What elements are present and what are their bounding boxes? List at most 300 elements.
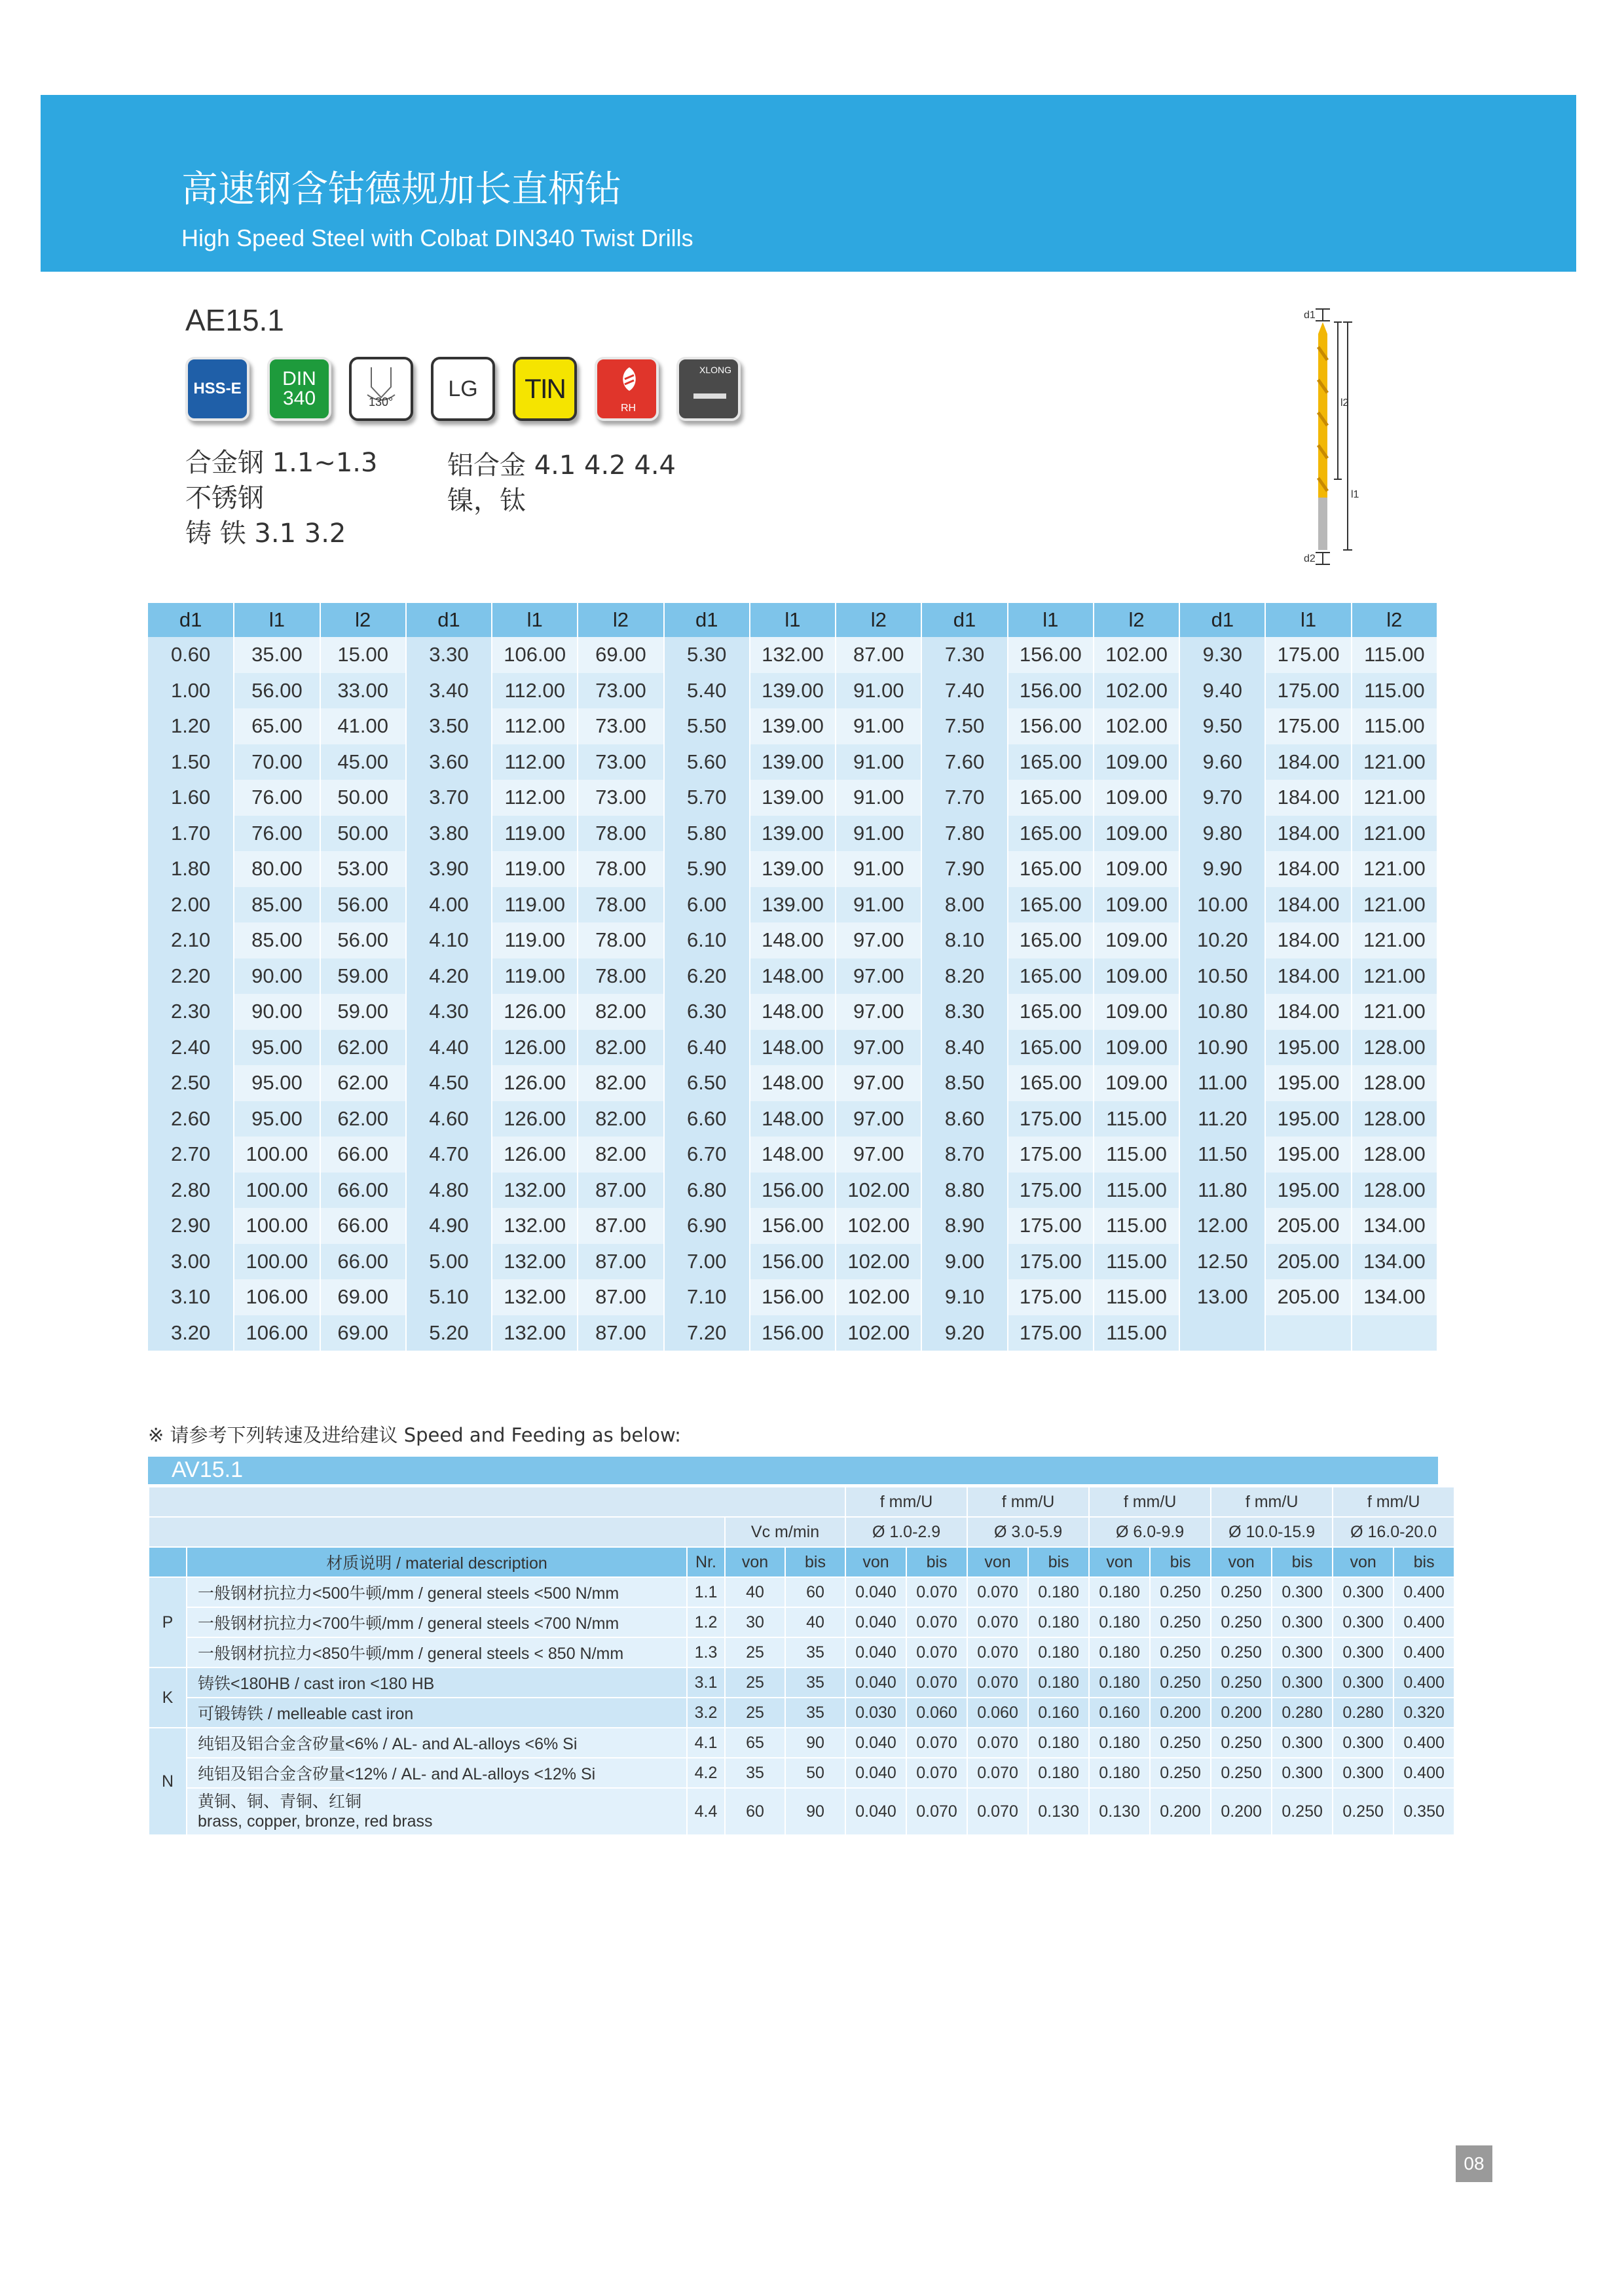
von-header: von bbox=[1333, 1547, 1393, 1577]
table-cell: 121.00 bbox=[1352, 780, 1437, 816]
label-d1: d1 bbox=[1304, 310, 1316, 321]
material-nr: 3.1 bbox=[687, 1667, 725, 1698]
feed-value: 0.300 bbox=[1333, 1607, 1393, 1637]
table-row bbox=[148, 994, 1437, 1030]
table-cell: 128.00 bbox=[1352, 1173, 1437, 1209]
table-cell: 6.60 bbox=[664, 1101, 750, 1137]
table-cell: 195.00 bbox=[1265, 1137, 1351, 1173]
table-cell: 109.00 bbox=[1094, 851, 1179, 887]
table-cell: 175.00 bbox=[1008, 1244, 1094, 1280]
speed-row bbox=[149, 1577, 1454, 1607]
vc-value: 40 bbox=[785, 1607, 845, 1637]
table-cell: 50.00 bbox=[320, 780, 406, 816]
table-cell: 165.00 bbox=[1008, 958, 1094, 994]
material-nr: 1.1 bbox=[687, 1577, 725, 1607]
table-cell: 175.00 bbox=[1008, 1173, 1094, 1209]
blank-header bbox=[149, 1517, 725, 1547]
table-cell: 56.00 bbox=[234, 673, 320, 709]
feed-value: 0.070 bbox=[967, 1758, 1028, 1788]
dimension-table-header bbox=[148, 603, 1437, 637]
table-cell: 56.00 bbox=[320, 922, 406, 958]
header-band bbox=[41, 95, 1576, 272]
table-cell: 90.00 bbox=[234, 994, 320, 1030]
speed-row bbox=[149, 1667, 1454, 1698]
feed-label: f mm/U bbox=[1089, 1487, 1211, 1517]
table-cell: 134.00 bbox=[1352, 1208, 1437, 1244]
tin-coating-icon: TIN bbox=[513, 357, 577, 421]
table-cell: 13.00 bbox=[1179, 1279, 1265, 1315]
feed-value: 0.040 bbox=[845, 1637, 906, 1667]
table-cell: 109.00 bbox=[1094, 1030, 1179, 1066]
material-description-text: 一般钢材抗拉力<700牛顿/mm / general steels <700 N/mm bbox=[198, 1614, 619, 1633]
table-cell: 109.00 bbox=[1094, 744, 1179, 780]
table-cell: 184.00 bbox=[1265, 851, 1351, 887]
column-header-l1: l1 bbox=[1265, 603, 1351, 637]
table-cell: 7.20 bbox=[664, 1315, 750, 1351]
table-cell: 148.00 bbox=[750, 958, 836, 994]
table-cell: 97.00 bbox=[836, 1101, 921, 1137]
material-description bbox=[187, 1698, 687, 1728]
feed-value: 0.400 bbox=[1393, 1637, 1454, 1667]
table-row bbox=[148, 1137, 1437, 1173]
material-cast-iron: 铸 铁 3.1 3.2 bbox=[185, 519, 346, 549]
table-cell: 132.00 bbox=[492, 1244, 578, 1280]
table-cell: 5.20 bbox=[406, 1315, 492, 1351]
material-description-text-en: brass, copper, bronze, red brass bbox=[198, 1812, 433, 1831]
table-row bbox=[148, 708, 1437, 744]
table-cell: 62.00 bbox=[320, 1065, 406, 1101]
vc-value: 35 bbox=[785, 1637, 845, 1667]
material-description bbox=[187, 1607, 687, 1637]
diameter-range: Ø 6.0-9.9 bbox=[1089, 1517, 1211, 1547]
table-cell: 87.00 bbox=[578, 1279, 663, 1315]
blank-header bbox=[149, 1547, 187, 1577]
table-cell: 205.00 bbox=[1265, 1279, 1351, 1315]
feed-value: 0.250 bbox=[1211, 1667, 1272, 1698]
column-header-d1: d1 bbox=[406, 603, 492, 637]
vc-value: 60 bbox=[725, 1788, 785, 1835]
table-cell: 139.00 bbox=[750, 708, 836, 744]
lg-icon: LG bbox=[431, 357, 495, 421]
table-cell: 102.00 bbox=[836, 1244, 921, 1280]
nr-header: Nr. bbox=[687, 1547, 725, 1577]
feed-value: 0.130 bbox=[1028, 1788, 1089, 1835]
table-cell: 15.00 bbox=[320, 637, 406, 673]
table-cell: 148.00 bbox=[750, 994, 836, 1030]
table-cell: 9.80 bbox=[1179, 816, 1265, 852]
feed-value: 0.300 bbox=[1333, 1667, 1393, 1698]
table-cell bbox=[1265, 1315, 1351, 1351]
feed-value: 0.070 bbox=[906, 1788, 967, 1835]
table-cell: 109.00 bbox=[1094, 780, 1179, 816]
table-cell: 9.00 bbox=[921, 1244, 1007, 1280]
table-cell: 6.30 bbox=[664, 994, 750, 1030]
table-cell: 6.00 bbox=[664, 887, 750, 923]
table-cell: 126.00 bbox=[492, 1030, 578, 1066]
table-cell: 8.50 bbox=[921, 1065, 1007, 1101]
table-cell: 3.00 bbox=[148, 1244, 234, 1280]
column-header-l2: l2 bbox=[836, 603, 921, 637]
feed-value: 0.070 bbox=[906, 1577, 967, 1607]
table-row bbox=[148, 1244, 1437, 1280]
table-cell: 2.50 bbox=[148, 1065, 234, 1101]
diameter-range: Ø 10.0-15.9 bbox=[1211, 1517, 1333, 1547]
table-cell: 112.00 bbox=[492, 673, 578, 709]
feed-value: 0.040 bbox=[845, 1788, 906, 1835]
table-cell: 95.00 bbox=[234, 1030, 320, 1066]
table-cell: 165.00 bbox=[1008, 816, 1094, 852]
table-cell: 148.00 bbox=[750, 1065, 836, 1101]
table-cell: 121.00 bbox=[1352, 958, 1437, 994]
table-cell: 82.00 bbox=[578, 1101, 663, 1137]
table-cell: 156.00 bbox=[1008, 673, 1094, 709]
feed-value: 0.250 bbox=[1150, 1667, 1211, 1698]
table-cell: 8.40 bbox=[921, 1030, 1007, 1066]
label-d2: d2 bbox=[1304, 553, 1316, 564]
material-aluminium: 铝合金 4.1 4.2 4.4 bbox=[447, 450, 676, 481]
table-cell: 121.00 bbox=[1352, 994, 1437, 1030]
table-cell: 132.00 bbox=[492, 1173, 578, 1209]
speed-row bbox=[149, 1607, 1454, 1637]
table-row bbox=[148, 887, 1437, 923]
bis-header: bis bbox=[1150, 1547, 1211, 1577]
table-cell: 7.50 bbox=[921, 708, 1007, 744]
feed-value: 0.040 bbox=[845, 1577, 906, 1607]
feed-value: 0.200 bbox=[1211, 1698, 1272, 1728]
table-cell: 106.00 bbox=[492, 637, 578, 673]
table-cell: 4.60 bbox=[406, 1101, 492, 1137]
table-cell: 9.30 bbox=[1179, 637, 1265, 673]
table-cell: 11.50 bbox=[1179, 1137, 1265, 1173]
table-cell: 2.20 bbox=[148, 958, 234, 994]
feed-value: 0.250 bbox=[1150, 1758, 1211, 1788]
table-cell: 10.90 bbox=[1179, 1030, 1265, 1066]
column-header-d1: d1 bbox=[664, 603, 750, 637]
table-cell: 76.00 bbox=[234, 816, 320, 852]
speed-feed-table bbox=[148, 1486, 1455, 1836]
table-cell: 6.40 bbox=[664, 1030, 750, 1066]
material-description bbox=[187, 1758, 687, 1788]
material-description bbox=[187, 1728, 687, 1758]
table-cell: 82.00 bbox=[578, 1030, 663, 1066]
bis-header: bis bbox=[1393, 1547, 1454, 1577]
feed-value: 0.300 bbox=[1272, 1607, 1333, 1637]
table-cell: 2.00 bbox=[148, 887, 234, 923]
table-cell: 100.00 bbox=[234, 1137, 320, 1173]
table-cell: 109.00 bbox=[1094, 958, 1179, 994]
table-cell: 9.40 bbox=[1179, 673, 1265, 709]
table-cell: 184.00 bbox=[1265, 887, 1351, 923]
table-cell: 91.00 bbox=[836, 673, 921, 709]
feed-value: 0.200 bbox=[1211, 1788, 1272, 1835]
table-cell: 119.00 bbox=[492, 958, 578, 994]
table-cell: 102.00 bbox=[836, 1315, 921, 1351]
table-cell: 102.00 bbox=[1094, 637, 1179, 673]
material-nr: 1.2 bbox=[687, 1607, 725, 1637]
material-nr: 1.3 bbox=[687, 1637, 725, 1667]
table-cell: 148.00 bbox=[750, 1101, 836, 1137]
table-cell: 4.50 bbox=[406, 1065, 492, 1101]
feed-value: 0.070 bbox=[967, 1607, 1028, 1637]
table-cell: 80.00 bbox=[234, 851, 320, 887]
table-cell: 115.00 bbox=[1094, 1279, 1179, 1315]
feed-value: 0.070 bbox=[906, 1758, 967, 1788]
feed-value: 0.300 bbox=[1272, 1637, 1333, 1667]
drill-diagram bbox=[1300, 308, 1372, 570]
feed-value: 0.300 bbox=[1333, 1577, 1393, 1607]
von-header: von bbox=[845, 1547, 906, 1577]
table-cell: 8.80 bbox=[921, 1173, 1007, 1209]
table-cell: 2.90 bbox=[148, 1208, 234, 1244]
bis-header: bis bbox=[906, 1547, 967, 1577]
table-row bbox=[148, 673, 1437, 709]
von-header: von bbox=[967, 1547, 1028, 1577]
table-cell: 121.00 bbox=[1352, 887, 1437, 923]
vc-value: 40 bbox=[725, 1577, 785, 1607]
table-cell: 69.00 bbox=[578, 637, 663, 673]
table-cell: 62.00 bbox=[320, 1101, 406, 1137]
vc-value: 90 bbox=[785, 1728, 845, 1758]
vc-value: 25 bbox=[725, 1667, 785, 1698]
table-cell: 109.00 bbox=[1094, 922, 1179, 958]
feed-value: 0.030 bbox=[845, 1698, 906, 1728]
table-cell: 112.00 bbox=[492, 744, 578, 780]
table-cell: 97.00 bbox=[836, 1065, 921, 1101]
table-cell: 8.70 bbox=[921, 1137, 1007, 1173]
column-header-l2: l2 bbox=[1352, 603, 1437, 637]
vc-value: 35 bbox=[785, 1698, 845, 1728]
feed-value: 0.280 bbox=[1272, 1698, 1333, 1728]
table-cell: 12.50 bbox=[1179, 1244, 1265, 1280]
feed-value: 0.180 bbox=[1089, 1637, 1150, 1667]
table-cell: 134.00 bbox=[1352, 1244, 1437, 1280]
table-cell: 12.00 bbox=[1179, 1208, 1265, 1244]
table-cell: 8.10 bbox=[921, 922, 1007, 958]
table-cell: 3.90 bbox=[406, 851, 492, 887]
vc-value: 50 bbox=[785, 1758, 845, 1788]
feed-value: 0.070 bbox=[906, 1607, 967, 1637]
table-cell: 126.00 bbox=[492, 1101, 578, 1137]
table-cell: 128.00 bbox=[1352, 1065, 1437, 1101]
table-row bbox=[148, 922, 1437, 958]
table-cell: 148.00 bbox=[750, 1137, 836, 1173]
table-cell: 184.00 bbox=[1265, 744, 1351, 780]
feed-value: 0.070 bbox=[906, 1728, 967, 1758]
table-cell: 95.00 bbox=[234, 1101, 320, 1137]
hss-e-icon: HSS-E bbox=[185, 357, 249, 421]
feed-value: 0.060 bbox=[967, 1698, 1028, 1728]
table-cell: 156.00 bbox=[750, 1315, 836, 1351]
table-cell: 5.60 bbox=[664, 744, 750, 780]
feed-label: f mm/U bbox=[967, 1487, 1089, 1517]
table-cell: 41.00 bbox=[320, 708, 406, 744]
table-cell: 2.10 bbox=[148, 922, 234, 958]
table-cell: 95.00 bbox=[234, 1065, 320, 1101]
vc-value: 25 bbox=[725, 1637, 785, 1667]
table-cell: 33.00 bbox=[320, 673, 406, 709]
table-cell: 6.50 bbox=[664, 1065, 750, 1101]
blank-header bbox=[149, 1487, 845, 1517]
table-cell: 7.60 bbox=[921, 744, 1007, 780]
feed-value: 0.300 bbox=[1333, 1758, 1393, 1788]
table-cell: 1.20 bbox=[148, 708, 234, 744]
feed-value: 0.070 bbox=[967, 1728, 1028, 1758]
feed-value: 0.200 bbox=[1150, 1788, 1211, 1835]
table-cell: 8.90 bbox=[921, 1208, 1007, 1244]
material-description bbox=[187, 1637, 687, 1667]
table-cell: 2.40 bbox=[148, 1030, 234, 1066]
von-header: von bbox=[1211, 1547, 1272, 1577]
feed-value: 0.250 bbox=[1211, 1728, 1272, 1758]
table-cell: 109.00 bbox=[1094, 887, 1179, 923]
table-cell: 100.00 bbox=[234, 1173, 320, 1209]
vc-value: 65 bbox=[725, 1728, 785, 1758]
feed-value: 0.180 bbox=[1089, 1758, 1150, 1788]
material-alloy-steel: 合金钢 1.1~1.3 bbox=[185, 448, 378, 478]
column-header-l1: l1 bbox=[492, 603, 578, 637]
table-cell: 8.20 bbox=[921, 958, 1007, 994]
table-cell: 1.60 bbox=[148, 780, 234, 816]
table-cell: 195.00 bbox=[1265, 1173, 1351, 1209]
feed-value: 0.180 bbox=[1028, 1577, 1089, 1607]
table-cell bbox=[1352, 1315, 1437, 1351]
table-cell: 10.00 bbox=[1179, 887, 1265, 923]
table-cell: 205.00 bbox=[1265, 1208, 1351, 1244]
table-cell: 132.00 bbox=[492, 1315, 578, 1351]
feed-value: 0.350 bbox=[1393, 1788, 1454, 1835]
table-cell: 91.00 bbox=[836, 851, 921, 887]
table-cell: 7.40 bbox=[921, 673, 1007, 709]
table-cell: 139.00 bbox=[750, 816, 836, 852]
group-code: P bbox=[149, 1577, 187, 1667]
table-row bbox=[148, 816, 1437, 852]
table-row bbox=[148, 744, 1437, 780]
table-cell: 102.00 bbox=[836, 1208, 921, 1244]
feed-value: 0.180 bbox=[1028, 1667, 1089, 1698]
title-chinese: 高速钢含钴德规加长直柄钻 bbox=[181, 168, 621, 211]
feed-value: 0.200 bbox=[1150, 1698, 1211, 1728]
table-cell: 195.00 bbox=[1265, 1101, 1351, 1137]
table-cell: 115.00 bbox=[1094, 1101, 1179, 1137]
table-cell: 2.80 bbox=[148, 1173, 234, 1209]
dimension-table bbox=[148, 603, 1438, 1351]
table-cell: 115.00 bbox=[1094, 1244, 1179, 1280]
table-cell: 6.20 bbox=[664, 958, 750, 994]
table-cell: 97.00 bbox=[836, 1137, 921, 1173]
group-code: K bbox=[149, 1667, 187, 1728]
material-nickel-titanium: 镍，钛 bbox=[447, 486, 526, 516]
table-cell: 7.30 bbox=[921, 637, 1007, 673]
table-cell: 4.90 bbox=[406, 1208, 492, 1244]
table-cell: 184.00 bbox=[1265, 816, 1351, 852]
feed-value: 0.180 bbox=[1089, 1577, 1150, 1607]
material-nr: 4.4 bbox=[687, 1788, 725, 1835]
table-cell: 4.40 bbox=[406, 1030, 492, 1066]
table-cell: 85.00 bbox=[234, 922, 320, 958]
table-cell: 91.00 bbox=[836, 708, 921, 744]
feed-value: 0.180 bbox=[1089, 1667, 1150, 1698]
table-cell: 126.00 bbox=[492, 1065, 578, 1101]
table-cell: 91.00 bbox=[836, 816, 921, 852]
table-cell: 78.00 bbox=[578, 887, 663, 923]
din-340-icon: DIN 340 bbox=[267, 357, 331, 421]
table-cell: 132.00 bbox=[492, 1208, 578, 1244]
feed-value: 0.180 bbox=[1028, 1607, 1089, 1637]
table-cell: 156.00 bbox=[750, 1208, 836, 1244]
table-cell: 5.00 bbox=[406, 1244, 492, 1280]
feed-label: f mm/U bbox=[845, 1487, 967, 1517]
table-cell: 195.00 bbox=[1265, 1030, 1351, 1066]
table-cell: 8.60 bbox=[921, 1101, 1007, 1137]
table-cell: 5.40 bbox=[664, 673, 750, 709]
vc-value: 35 bbox=[725, 1758, 785, 1788]
table-cell: 165.00 bbox=[1008, 851, 1094, 887]
feed-value: 0.180 bbox=[1028, 1637, 1089, 1667]
table-cell: 9.50 bbox=[1179, 708, 1265, 744]
table-cell: 1.50 bbox=[148, 744, 234, 780]
table-cell: 4.20 bbox=[406, 958, 492, 994]
column-header-l2: l2 bbox=[1094, 603, 1179, 637]
feed-value: 0.250 bbox=[1211, 1758, 1272, 1788]
speed-note: ※ 请参考下列转速及进给建议 Speed and Feeding as below: bbox=[148, 1424, 681, 1446]
table-cell: 184.00 bbox=[1265, 922, 1351, 958]
feed-value: 0.130 bbox=[1089, 1788, 1150, 1835]
feed-value: 0.400 bbox=[1393, 1607, 1454, 1637]
table-cell: 165.00 bbox=[1008, 780, 1094, 816]
feed-value: 0.070 bbox=[906, 1637, 967, 1667]
table-cell: 76.00 bbox=[234, 780, 320, 816]
table-cell: 175.00 bbox=[1008, 1101, 1094, 1137]
table-cell: 165.00 bbox=[1008, 887, 1094, 923]
table-cell: 5.80 bbox=[664, 816, 750, 852]
table-cell: 156.00 bbox=[1008, 708, 1094, 744]
feed-value: 0.250 bbox=[1150, 1607, 1211, 1637]
table-cell: 97.00 bbox=[836, 1030, 921, 1066]
table-row bbox=[148, 851, 1437, 887]
table-cell: 1.80 bbox=[148, 851, 234, 887]
table-cell: 119.00 bbox=[492, 816, 578, 852]
material-stainless: 不锈钢 bbox=[185, 483, 264, 513]
material-description-text: 黄铜、铜、青铜、红铜 bbox=[198, 1793, 362, 1811]
vc-value: 25 bbox=[725, 1698, 785, 1728]
table-cell: 9.10 bbox=[921, 1279, 1007, 1315]
table-cell: 10.50 bbox=[1179, 958, 1265, 994]
table-cell: 53.00 bbox=[320, 851, 406, 887]
feed-value: 0.250 bbox=[1150, 1577, 1211, 1607]
table-cell: 115.00 bbox=[1094, 1208, 1179, 1244]
table-cell: 97.00 bbox=[836, 958, 921, 994]
table-cell: 10.80 bbox=[1179, 994, 1265, 1030]
table-cell: 2.60 bbox=[148, 1101, 234, 1137]
table-cell: 121.00 bbox=[1352, 922, 1437, 958]
table-cell: 175.00 bbox=[1265, 637, 1351, 673]
table-cell: 10.20 bbox=[1179, 922, 1265, 958]
table-cell: 156.00 bbox=[1008, 637, 1094, 673]
table-cell: 121.00 bbox=[1352, 744, 1437, 780]
table-row bbox=[148, 1173, 1437, 1209]
feed-value: 0.070 bbox=[967, 1788, 1028, 1835]
table-row bbox=[148, 1279, 1437, 1315]
table-row bbox=[148, 1101, 1437, 1137]
table-cell: 8.30 bbox=[921, 994, 1007, 1030]
feed-value: 0.060 bbox=[906, 1698, 967, 1728]
table-cell: 128.00 bbox=[1352, 1101, 1437, 1137]
table-cell: 73.00 bbox=[578, 708, 663, 744]
table-cell: 128.00 bbox=[1352, 1030, 1437, 1066]
table-cell: 66.00 bbox=[320, 1137, 406, 1173]
table-cell: 175.00 bbox=[1265, 673, 1351, 709]
column-header-d1: d1 bbox=[1179, 603, 1265, 637]
